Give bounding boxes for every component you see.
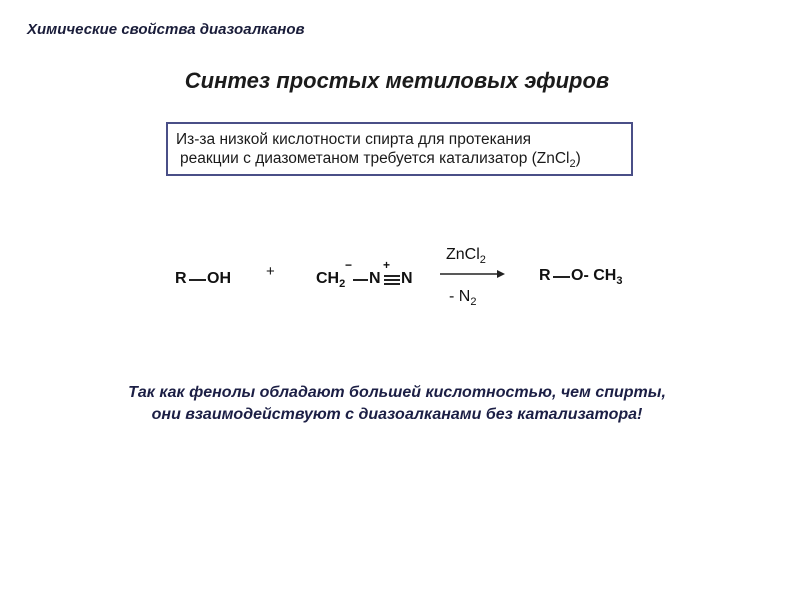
catalyst-label (446, 246, 486, 266)
nitrogen-2: N (401, 270, 413, 287)
note-subscript: 2 (569, 158, 576, 170)
nitrogen-1: N (369, 270, 381, 287)
catalyst-text: ZnCl (446, 246, 480, 263)
c-n-bond (353, 279, 368, 281)
ch-label: CH (316, 270, 340, 287)
footer-line-1: Так как фенолы обладают большей кислотностью, чем спирты, (128, 384, 666, 401)
note-line-1: Из-за низкой кислотности спирта для протекания (176, 131, 532, 148)
r-o-bond (553, 276, 570, 278)
product-o-label: O- CH (571, 267, 617, 284)
product-r: R (539, 267, 551, 284)
plus-charge: + (383, 258, 391, 272)
triple-bond-3 (384, 283, 400, 285)
byproduct-text: - N (449, 288, 471, 305)
slide-title: Синтез простых метиловых эфиров (184, 68, 610, 93)
catalyst-subscript: 2 (479, 254, 486, 266)
reactant-r: R (175, 270, 187, 287)
note-line-2-end: ) (575, 150, 581, 167)
minus-charge: − (345, 258, 353, 272)
plus-sign: + (266, 263, 275, 280)
phenol-note (0, 382, 794, 426)
product-och3 (571, 267, 622, 287)
triple-bond-1 (384, 275, 400, 277)
note-line-2-text: реакции с диазометаном требуется катализатор (ZnCl (180, 150, 570, 167)
product-subscript: 3 (616, 275, 623, 287)
diazomethane-ch2 (316, 270, 345, 290)
byproduct-subscript: 2 (470, 296, 477, 308)
footer-line-2: они взаимодействуют с диазоалканами без катализатора! (151, 406, 643, 423)
ch-subscript: 2 (339, 278, 346, 290)
reactant-oh: OH (207, 270, 231, 287)
slide-header: Химические свойства диазоалканов (27, 21, 305, 38)
note-line-2 (176, 149, 631, 174)
reaction-arrow-icon (440, 268, 506, 280)
r-oh-bond (189, 279, 206, 281)
triple-bond-2 (384, 279, 400, 281)
byproduct-label (449, 288, 476, 308)
catalyst-note-box (166, 122, 633, 176)
